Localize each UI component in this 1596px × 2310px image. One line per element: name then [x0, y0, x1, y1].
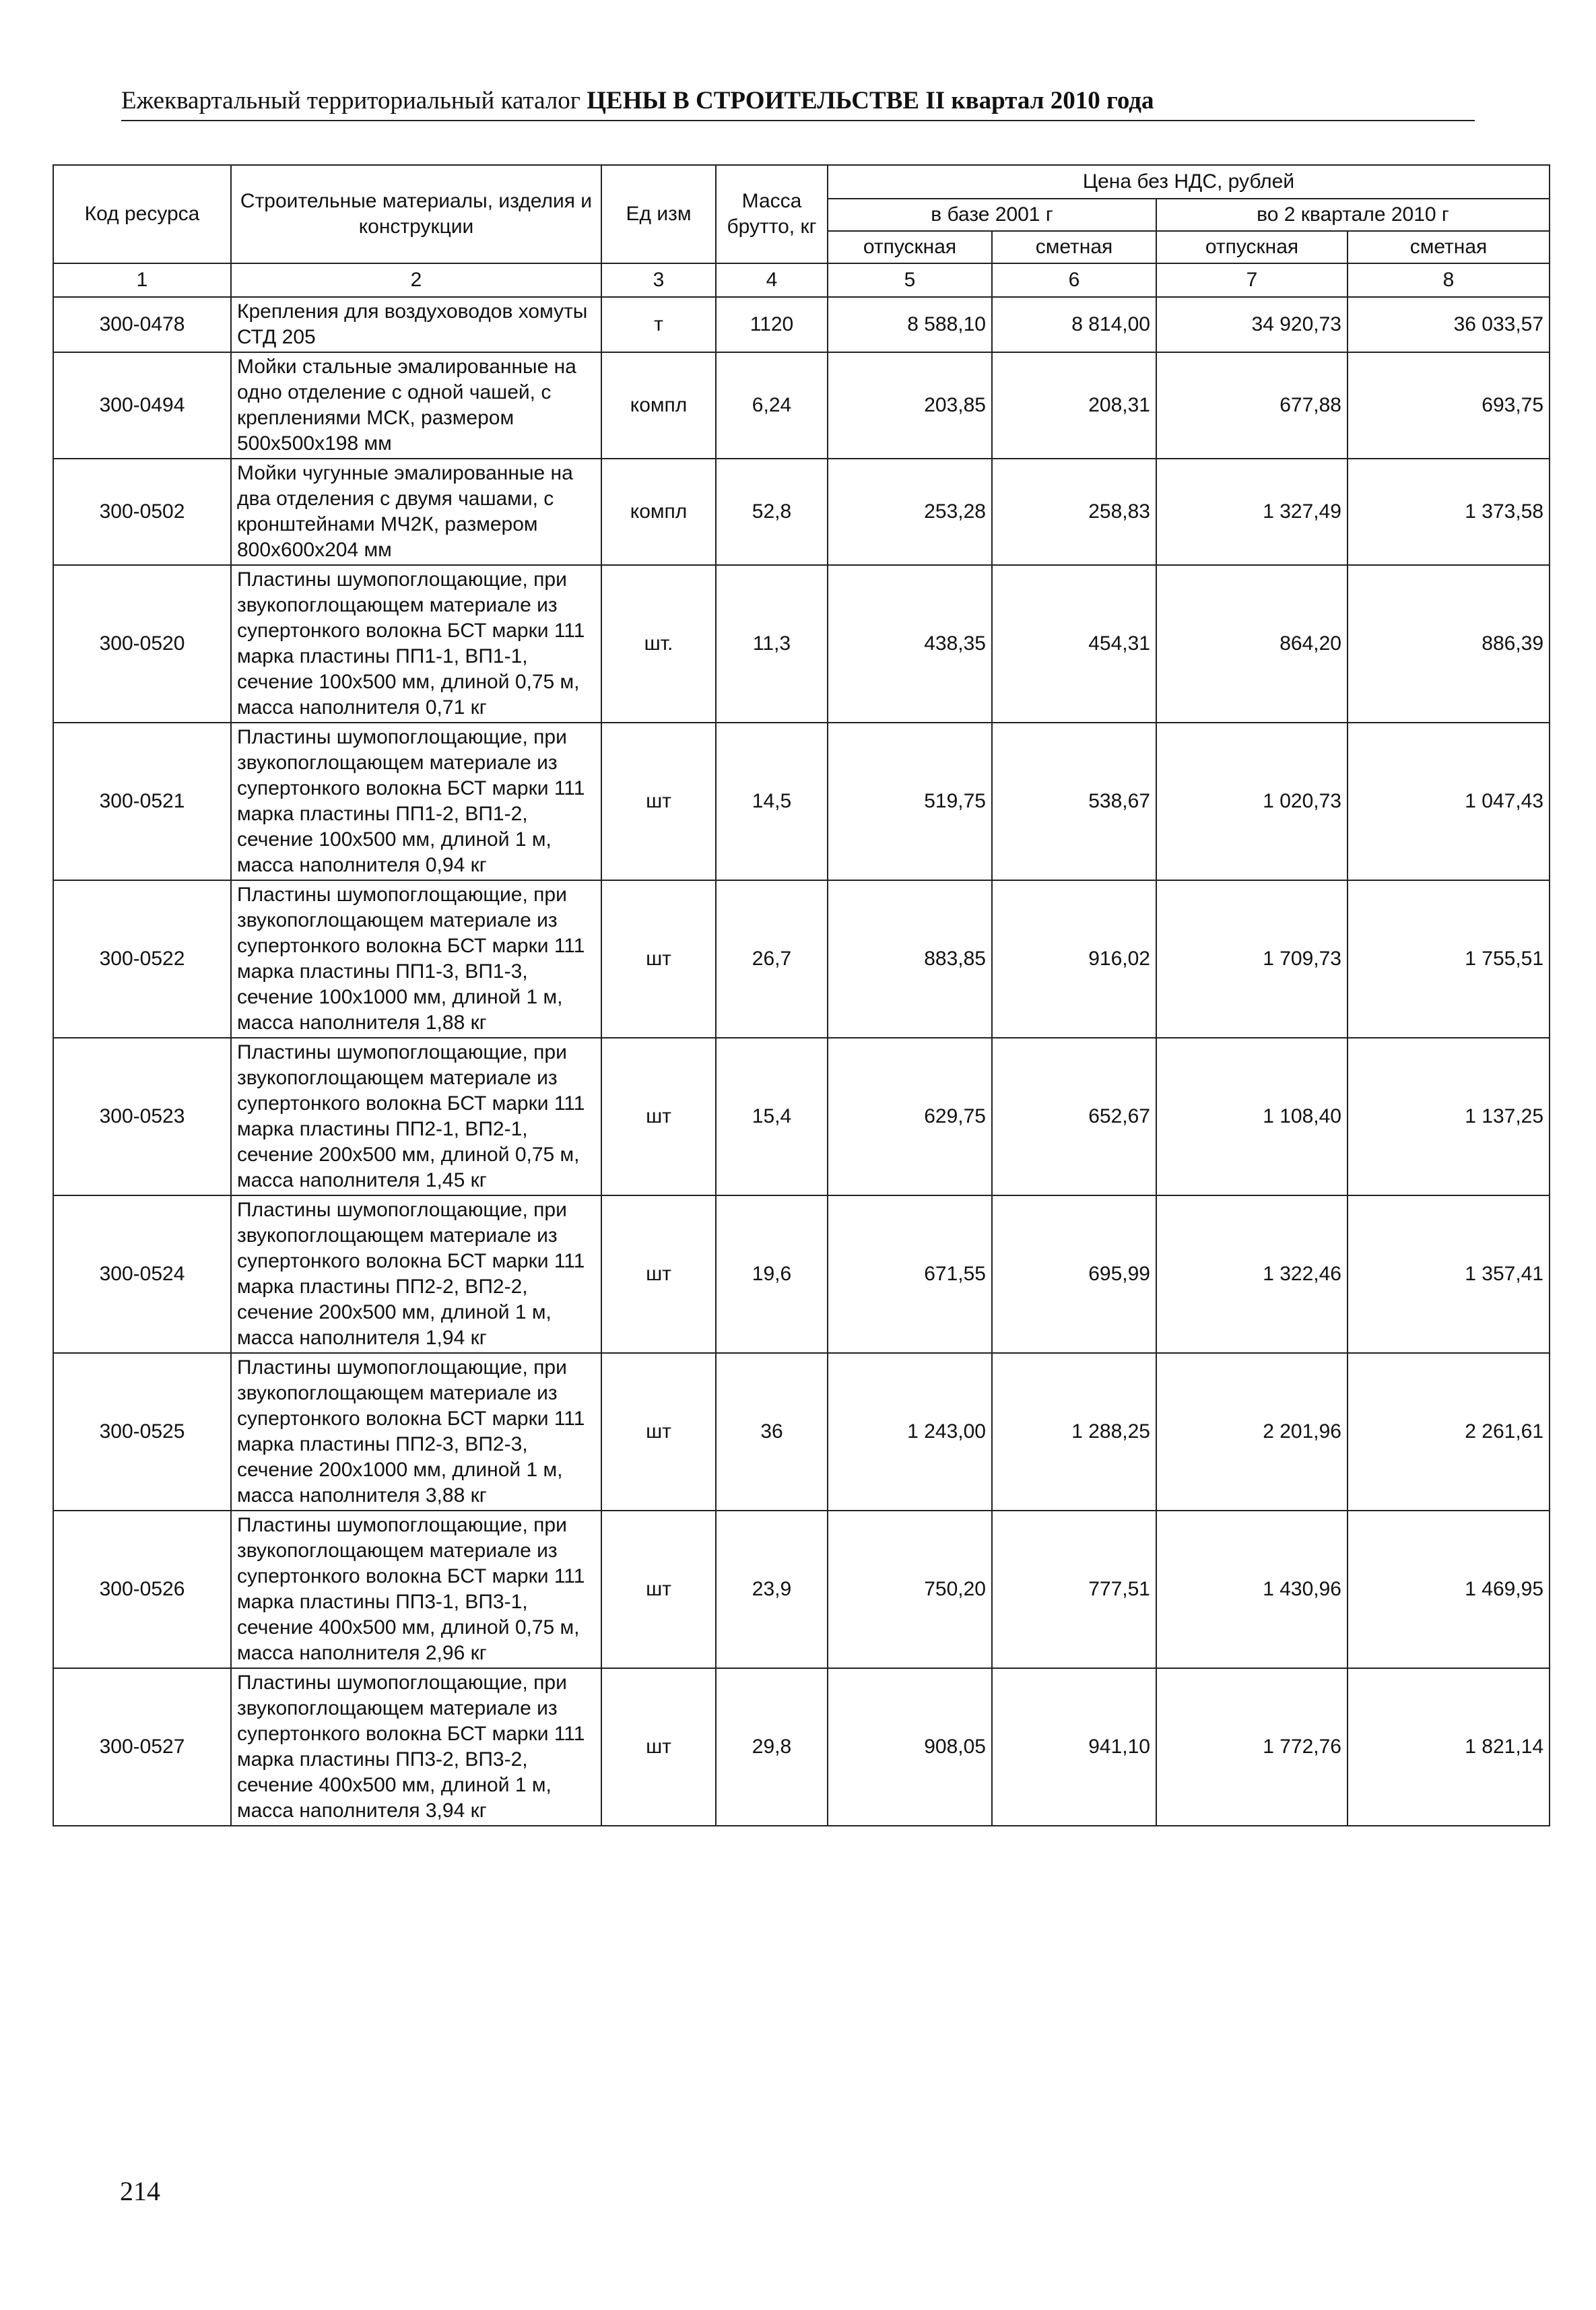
column-number: 3	[601, 263, 716, 297]
header-base-group: в базе 2001 г	[828, 199, 1156, 231]
price-current-release: 1 709,73	[1156, 880, 1348, 1038]
price-current-release: 2 201,96	[1156, 1353, 1348, 1511]
price-current-release: 1 020,73	[1156, 723, 1348, 880]
header-title: ЦЕНЫ В СТРОИТЕЛЬСТВЕ	[587, 87, 920, 114]
price-current-release: 1 108,40	[1156, 1038, 1348, 1195]
resource-code: 300-0524	[53, 1195, 231, 1353]
price-current-release: 677,88	[1156, 352, 1348, 459]
resource-code: 300-0522	[53, 880, 231, 1038]
price-current-release: 864,20	[1156, 565, 1348, 723]
price-current-estimate: 1 373,58	[1348, 459, 1550, 565]
gross-mass: 14,5	[716, 723, 828, 880]
price-current-estimate: 1 047,43	[1348, 723, 1550, 880]
gross-mass: 36	[716, 1353, 828, 1511]
header-prefix: Ежеквартальный территориальный каталог	[121, 87, 580, 114]
material-name: Мойки стальные эмалированные на одно отделение с одной чашей, с креплениями МСК, размером 500х500х198 мм	[231, 352, 601, 459]
gross-mass: 6,24	[716, 352, 828, 459]
header-name: Строительные материалы, изделия и конструкции	[231, 165, 601, 263]
price-base-estimate: 208,31	[992, 352, 1156, 459]
column-number: 2	[231, 263, 601, 297]
resource-code: 300-0523	[53, 1038, 231, 1195]
price-current-estimate: 886,39	[1348, 565, 1550, 723]
table-row	[53, 880, 1550, 1038]
gross-mass: 26,7	[716, 880, 828, 1038]
price-base-release: 629,75	[828, 1038, 992, 1195]
material-name: Крепления для воздуховодов хомуты СТД 205	[231, 297, 601, 352]
unit-of-measure: т	[601, 297, 716, 352]
table-row	[53, 1353, 1550, 1511]
price-current-estimate: 2 261,61	[1348, 1353, 1550, 1511]
column-number-row	[53, 263, 1550, 297]
unit-of-measure: компл	[601, 459, 716, 565]
table-row	[53, 1195, 1550, 1353]
unit-of-measure: шт	[601, 1511, 716, 1668]
table-row	[53, 352, 1550, 459]
material-name: Пластины шумопоглощающие, при звукопоглощающем материале из супертонкого волокна БСТ марки 111 марка пластины ПП2-2, ВП2-2, сечение 200х500 мм, длиной 1 м, масса наполнителя 1,94 кг	[231, 1195, 601, 1353]
price-base-release: 908,05	[828, 1668, 992, 1826]
header-current-release: отпускная	[1156, 231, 1348, 263]
unit-of-measure: шт.	[601, 565, 716, 723]
unit-of-measure: шт	[601, 880, 716, 1038]
price-base-estimate: 258,83	[992, 459, 1156, 565]
resource-code: 300-0520	[53, 565, 231, 723]
price-base-release: 8 588,10	[828, 297, 992, 352]
price-base-release: 750,20	[828, 1511, 992, 1668]
material-name: Пластины шумопоглощающие, при звукопоглощающем материале из супертонкого волокна БСТ марки 111 марка пластины ПП1-2, ВП1-2, сечение 100х500 мм, длиной 1 м, масса наполнителя 0,94 кг	[231, 723, 601, 880]
price-current-release: 1 327,49	[1156, 459, 1348, 565]
resource-code: 300-0494	[53, 352, 231, 459]
price-current-release: 1 772,76	[1156, 1668, 1348, 1826]
price-current-estimate: 36 033,57	[1348, 297, 1550, 352]
gross-mass: 1120	[716, 297, 828, 352]
gross-mass: 23,9	[716, 1511, 828, 1668]
price-current-release: 34 920,73	[1156, 297, 1348, 352]
price-base-release: 883,85	[828, 880, 992, 1038]
resource-code: 300-0527	[53, 1668, 231, 1826]
material-name: Пластины шумопоглощающие, при звукопоглощающем материале из супертонкого волокна БСТ марки 111 марка пластины ПП3-1, ВП3-1, сечение 400х500 мм, длиной 0,75 м, масса наполнителя 2,96 кг	[231, 1511, 601, 1668]
table-row	[53, 1668, 1550, 1826]
price-current-estimate: 1 469,95	[1348, 1511, 1550, 1668]
resource-code: 300-0525	[53, 1353, 231, 1511]
column-number: 4	[716, 263, 828, 297]
header-period: II квартал 2010 года	[925, 87, 1154, 114]
price-base-estimate: 8 814,00	[992, 297, 1156, 352]
column-number: 7	[1156, 263, 1348, 297]
column-number: 5	[828, 263, 992, 297]
page-number: 214	[120, 2176, 160, 2206]
price-current-release: 1 322,46	[1156, 1195, 1348, 1353]
table-row	[53, 565, 1550, 723]
gross-mass: 29,8	[716, 1668, 828, 1826]
material-name: Пластины шумопоглощающие, при звукопоглощающем материале из супертонкого волокна БСТ марки 111 марка пластины ПП1-1, ВП1-1, сечение 100х500 мм, длиной 0,75 м, масса наполнителя 0,71 кг	[231, 565, 601, 723]
material-name: Пластины шумопоглощающие, при звукопоглощающем материале из супертонкого волокна БСТ марки 111 марка пластины ПП2-3, ВП2-3, сечение 200х1000 мм, длиной 1 м, масса наполнителя 3,88 кг	[231, 1353, 601, 1511]
price-base-estimate: 916,02	[992, 880, 1156, 1038]
header-base-estimate: сметная	[992, 231, 1156, 263]
price-base-release: 253,28	[828, 459, 992, 565]
price-base-estimate: 777,51	[992, 1511, 1156, 1668]
price-current-estimate: 1 755,51	[1348, 880, 1550, 1038]
unit-of-measure: шт	[601, 1195, 716, 1353]
price-base-estimate: 695,99	[992, 1195, 1156, 1353]
header-unit: Ед изм	[601, 165, 716, 263]
header-base-release: отпускная	[828, 231, 992, 263]
price-base-estimate: 454,31	[992, 565, 1156, 723]
price-base-release: 438,35	[828, 565, 992, 723]
price-current-estimate: 1 821,14	[1348, 1668, 1550, 1826]
price-base-estimate: 1 288,25	[992, 1353, 1156, 1511]
resource-code: 300-0526	[53, 1511, 231, 1668]
price-base-release: 671,55	[828, 1195, 992, 1353]
resource-code: 300-0502	[53, 459, 231, 565]
material-name: Мойки чугунные эмалированные на два отделения с двумя чашами, с кронштейнами МЧ2К, размером 800х600х204 мм	[231, 459, 601, 565]
price-base-release: 1 243,00	[828, 1353, 992, 1511]
price-current-estimate: 693,75	[1348, 352, 1550, 459]
header-mass: Масса брутто, кг	[716, 165, 828, 263]
unit-of-measure: шт	[601, 1353, 716, 1511]
header-code: Код ресурса	[53, 165, 231, 263]
column-number: 1	[53, 263, 231, 297]
gross-mass: 15,4	[716, 1038, 828, 1195]
column-number: 6	[992, 263, 1156, 297]
page-header	[121, 86, 1475, 121]
header-current-estimate: сметная	[1348, 231, 1550, 263]
table-row	[53, 459, 1550, 565]
price-base-estimate: 652,67	[992, 1038, 1156, 1195]
unit-of-measure: шт	[601, 1668, 716, 1826]
price-base-release: 203,85	[828, 352, 992, 459]
resource-code: 300-0478	[53, 297, 231, 352]
gross-mass: 19,6	[716, 1195, 828, 1353]
table-row	[53, 1038, 1550, 1195]
price-base-release: 519,75	[828, 723, 992, 880]
unit-of-measure: шт	[601, 1038, 716, 1195]
column-number: 8	[1348, 263, 1550, 297]
table-row	[53, 723, 1550, 880]
resource-code: 300-0521	[53, 723, 231, 880]
price-current-estimate: 1 357,41	[1348, 1195, 1550, 1353]
header-current-group: во 2 квартале 2010 г	[1156, 199, 1550, 231]
gross-mass: 52,8	[716, 459, 828, 565]
material-name: Пластины шумопоглощающие, при звукопоглощающем материале из супертонкого волокна БСТ марки 111 марка пластины ПП1-3, ВП1-3, сечение 100х1000 мм, длиной 1 м, масса наполнителя 1,88 кг	[231, 880, 601, 1038]
unit-of-measure: шт	[601, 723, 716, 880]
table-row	[53, 297, 1550, 352]
price-table	[53, 164, 1550, 1826]
gross-mass: 11,3	[716, 565, 828, 723]
price-base-estimate: 941,10	[992, 1668, 1156, 1826]
price-base-estimate: 538,67	[992, 723, 1156, 880]
price-current-estimate: 1 137,25	[1348, 1038, 1550, 1195]
material-name: Пластины шумопоглощающие, при звукопоглощающем материале из супертонкого волокна БСТ марки 111 марка пластины ПП2-1, ВП2-1, сечение 200х500 мм, длиной 0,75 м, масса наполнителя 1,45 кг	[231, 1038, 601, 1195]
unit-of-measure: компл	[601, 352, 716, 459]
material-name: Пластины шумопоглощающие, при звукопоглощающем материале из супертонкого волокна БСТ марки 111 марка пластины ПП3-2, ВП3-2, сечение 400х500 мм, длиной 1 м, масса наполнителя 3,94 кг	[231, 1668, 601, 1826]
price-current-release: 1 430,96	[1156, 1511, 1348, 1668]
header-price-group: Цена без НДС, рублей	[828, 165, 1550, 199]
table-row	[53, 1511, 1550, 1668]
